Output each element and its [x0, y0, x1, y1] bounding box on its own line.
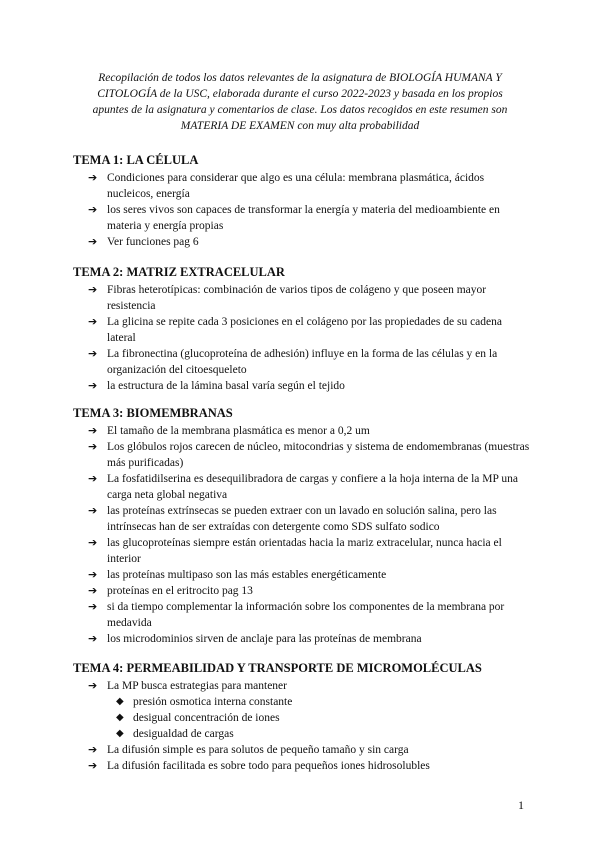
arrow-bullet-icon: ➔ — [88, 600, 98, 613]
page-number: 1 — [518, 798, 524, 812]
list-item: ➔ La MP busca estrategias para mantener — [88, 679, 287, 692]
list-item: ➔ proteínas en el eritrocito pag 13 — [88, 584, 253, 597]
bullet-list — [73, 678, 533, 694]
arrow-bullet-icon: ➔ — [88, 171, 98, 184]
arrow-bullet-icon: ➔ — [88, 743, 98, 756]
bullet-list — [73, 170, 533, 250]
arrow-bullet-icon: ➔ — [88, 440, 98, 453]
document-intro: Recopilación de todos los datos relevantes de la asignatura de BIOLOGÍA HUMANA Y CITOLOGÍA de la USC, elaborada durante el curso 2022-2023 y basada en los propios apuntes de la asignatura y comentarios de clase. Los datos recogidos en este resumen son MATERIA DE EXAMEN con muy alta probabilidad — [92, 72, 508, 132]
arrow-bullet-icon: ➔ — [88, 283, 98, 296]
section-title: TEMA 4: PERMEABILIDAD Y TRANSPORTE DE MICROMOLÉCULAS — [73, 661, 482, 675]
list-item: ➔ La fibronectina (glucoproteína de adhesión) influye en la forma de las células y en la organización del citoesqueleto — [88, 347, 498, 376]
list-item: ➔ las proteínas extrínsecas se pueden extraer con un lavado en solución salina, pero las intrínsecas han de ser extraídas con detergente como SDS sulfato sodico — [88, 504, 497, 533]
sub-list-item: ◆ presión osmotica interna constante — [116, 696, 293, 708]
arrow-bullet-icon: ➔ — [88, 315, 98, 328]
list-item: ➔ Ver funciones pag 6 — [88, 235, 199, 248]
section-title: TEMA 3: BIOMEMBRANAS — [73, 406, 233, 420]
arrow-bullet-icon: ➔ — [88, 568, 98, 581]
list-item: ➔ La fosfatidilserina es desequilibradora de cargas y confiere a la hoja interna de la MP una carga neta global negativa — [88, 472, 518, 501]
list-item: ➔ las proteínas multipaso son las más estables energéticamente — [88, 568, 387, 581]
section-tema-3 — [73, 405, 533, 647]
list-item: ➔ La glicina se repite cada 3 posiciones en el colágeno por las propiedades de su cadena lateral — [88, 315, 502, 344]
arrow-bullet-icon: ➔ — [88, 203, 98, 216]
arrow-bullet-icon: ➔ — [88, 584, 98, 597]
sub-bullet-list — [73, 694, 533, 742]
arrow-bullet-icon: ➔ — [88, 379, 98, 392]
sub-list-item: ◆ desigualdad de cargas — [116, 728, 234, 740]
sub-list-item: ◆ desigual concentración de iones — [116, 712, 280, 724]
section-tema-2 — [73, 264, 533, 394]
diamond-bullet-icon: ◆ — [116, 728, 124, 739]
bullet-list — [73, 742, 533, 774]
section-tema-4 — [73, 660, 533, 774]
section-title: TEMA 1: LA CÉLULA — [73, 153, 199, 167]
bullet-list — [73, 282, 533, 394]
arrow-bullet-icon: ➔ — [88, 235, 98, 248]
arrow-bullet-icon: ➔ — [88, 679, 98, 692]
list-item: ➔ las glucoproteínas siempre están orientadas hacia la mariz extracelular, nunca hacia el interior — [88, 536, 502, 565]
section-title: TEMA 2: MATRIZ EXTRACELULAR — [73, 265, 285, 279]
list-item: ➔ La difusión simple es para solutos de pequeño tamaño y sin carga — [88, 743, 409, 756]
arrow-bullet-icon: ➔ — [88, 632, 98, 645]
arrow-bullet-icon: ➔ — [88, 536, 98, 549]
section-tema-1 — [73, 152, 533, 250]
diamond-bullet-icon: ◆ — [116, 696, 124, 707]
list-item: ➔ si da tiempo complementar la información sobre los componentes de la membrana por medavida — [88, 600, 505, 629]
list-item: ➔ La difusión facilitada es sobre todo para pequeños iones hidrosolubles — [88, 759, 430, 772]
arrow-bullet-icon: ➔ — [88, 759, 98, 772]
arrow-bullet-icon: ➔ — [88, 472, 98, 485]
list-item: ➔ El tamaño de la membrana plasmática es menor a 0,2 um — [88, 424, 370, 437]
list-item: ➔ Los glóbulos rojos carecen de núcleo, mitocondrias y sistema de endomembranas (muestras más purificadas) — [88, 440, 530, 469]
list-item: ➔ Condiciones para considerar que algo es una célula: membrana plasmática, ácidos nucleicos, energía — [88, 171, 485, 200]
bullet-list — [73, 423, 533, 647]
list-item: ➔ la estructura de la lámina basal varía según el tejido — [88, 379, 345, 392]
list-item: ➔ los seres vivos son capaces de transformar la energía y materia del medioambiente en materia y energía propias — [88, 203, 500, 232]
diamond-bullet-icon: ◆ — [116, 712, 124, 723]
arrow-bullet-icon: ➔ — [88, 424, 98, 437]
arrow-bullet-icon: ➔ — [88, 347, 98, 360]
list-item: ➔ Fibras heterotípicas: combinación de varios tipos de colágeno y que poseen mayor resistencia — [88, 283, 487, 312]
arrow-bullet-icon: ➔ — [88, 504, 98, 517]
list-item: ➔ los microdominios sirven de anclaje para las proteínas de membrana — [88, 632, 422, 645]
